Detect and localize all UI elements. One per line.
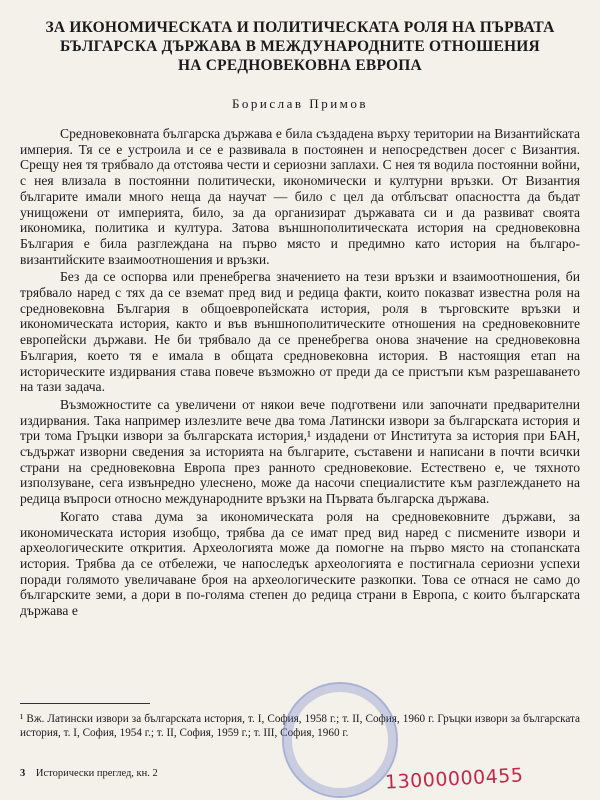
paragraph: Средновековната българска държава е била създадена върху територии на Византийската империя. Тя се е устроила и се е развивала в постоянен и непосредствен досег с Византия. Срещу нея тя трябвало да отстоява чести и сериозни заплахи. С нея тя водила постоянни войни, с нея влизала в постоянни политически, икономически и културни връзки. От Византия българите имали много неща да научат — било с цел да отблъсват опасността да бъдат унищожени от империята, било, за да организират държавата си и да развиват своята икономика, политика и култура. Затова външнополитическата история на средновековна България е била разглеждана на първо място и предимно като история на българо-византийските взаимоотношения и връзки. [20,126,580,267]
footnote-divider [20,703,150,704]
paragraph: Когато става дума за икономическата роля на средновековните държави, за икономическата история изобщо, трябва да се имат пред вид наред с писмените извори и археологическите открития. Археологията може да помогне на първо място на стопанската история. Трябва да се отбележи, че напоследък археологията е постигнала сериозни успехи поради голямото увеличаване броя на археологическите разкопки. Това се отнася не само до българските земи, а дори в по-голяма степен до редица страни в Европа, с които българската държава е [20,508,580,619]
article-title [24,18,576,75]
page-footer [20,768,158,779]
paragraph: Без да се оспорва или пренебрегва значението на тези връзки и взаимоотношения, би трябвало наред с тях да се вземат пред вид и редица факти, които показват известна роля на средновековна България в общоевропейската история, роля в търговските връзки и икономическата история, както и във външнополитическите отношения на средновековните европейски държави. Не би трябвало да се пренебрегва онова значение на средновековна България, което тя е имала в общата средновековна история. В настоящия етап на историческите издирвания става повече възможно от преди да се пристъпи към разрешаването на тази задача. [20,269,580,395]
title-line: ЗА ИКОНОМИЧЕСКАТА И ПОЛИТИЧЕСКАТА РОЛЯ НА ПЪРВАТА [45,19,555,36]
page-number: 3 [20,768,26,779]
title-line: БЪЛГАРСКА ДЪРЖАВА В МЕЖДУНАРОДНИТЕ ОТНОШЕНИЯ [60,38,540,55]
author-name: Борислав Примов [231,96,369,111]
inventory-number: 13000000455 [384,764,524,794]
journal-name: Исторически преглед, кн. 2 [35,768,158,779]
library-stamp [282,682,398,798]
title-line: НА СРЕДНОВЕКОВНА ЕВРОПА [178,57,422,74]
footnote: ¹ Вж. Латински извори за българската история, т. I, София, 1958 г.; т. II, София, 1960 г. Гръцки извори за българската история, т. I, София, 1954 г.; т. II, София, 1959 г.; т. III, София, 1960 г. [20,713,580,739]
article-body [20,126,580,619]
paragraph: Възможностите са увеличени от някои вече подготвени или започнати предварителни издирвания. Така например излезлите вече два тома Латински извори за българската история и три тома Гръцки извори за българската история,¹ издадени от Института за история при БАН, съдържат изворни сведения за историята на българите, съставени и написани в почти всички страни на средновековна Европа през ранното средновековие. Естествено е, че тяхното използуване, сега извънредно улеснено, може да насочи специалистите към разглеждането на редица въпроси относно международните връзки на Първата българска държава. [20,396,580,507]
